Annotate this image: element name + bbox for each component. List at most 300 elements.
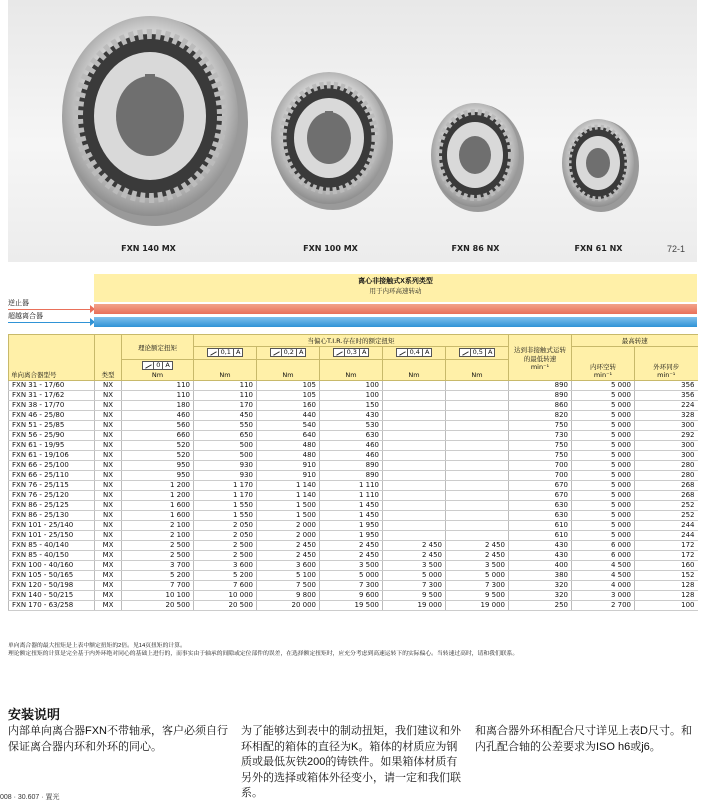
cell-value: 1 110: [320, 481, 383, 491]
cell-value: 910: [257, 461, 320, 471]
cell-value: 910: [257, 471, 320, 481]
cell-value: 440: [257, 411, 320, 421]
cell-value: 750: [509, 451, 572, 461]
cell-value: 1 550: [194, 511, 257, 521]
table-row: [9, 381, 698, 391]
cell-value: 2 500: [122, 551, 194, 561]
tir-arrow-icon: [208, 349, 219, 356]
cell-value: 160: [257, 401, 320, 411]
cell-value: 170: [194, 401, 257, 411]
cell-value: 1 450: [320, 501, 383, 511]
cell-value: 1 200: [122, 491, 194, 501]
cell-value: 520: [122, 451, 194, 461]
cell-value: 530: [320, 421, 383, 431]
cell-value: 300: [635, 421, 698, 431]
cell-value: 268: [635, 491, 698, 501]
cell-type: MX: [95, 561, 122, 571]
cell-value: 5 000: [572, 431, 635, 441]
cell-value: [446, 501, 509, 511]
cell-type: MX: [95, 591, 122, 601]
cell-type: MX: [95, 551, 122, 561]
cell-value: 5 000: [572, 521, 635, 531]
cell-value: 292: [635, 431, 698, 441]
cell-value: 430: [320, 411, 383, 421]
cell-model: FXN 86 - 25/130: [9, 511, 95, 521]
cell-value: [383, 381, 446, 391]
cell-value: 250: [509, 601, 572, 611]
tir-arrow-icon: [397, 349, 408, 356]
cell-value: 670: [509, 481, 572, 491]
cell-value: 5 000: [572, 471, 635, 481]
cell-value: 500: [194, 451, 257, 461]
table-row: [9, 541, 698, 551]
cell-value: 2 450: [383, 541, 446, 551]
cell-value: 328: [635, 411, 698, 421]
cell-value: [383, 471, 446, 481]
table-row: [9, 581, 698, 591]
cell-value: 300: [635, 441, 698, 451]
cell-value: [383, 431, 446, 441]
cell-value: 610: [509, 531, 572, 541]
cell-value: 110: [194, 381, 257, 391]
outer-sync-label: 外环同步: [653, 363, 680, 371]
unit-nm: Nm: [194, 360, 257, 381]
cell-value: [383, 451, 446, 461]
tir-arrow-icon: [271, 349, 282, 356]
cell-value: 890: [509, 391, 572, 401]
cell-value: 560: [122, 421, 194, 431]
cell-type: NX: [95, 491, 122, 501]
cell-type: NX: [95, 501, 122, 511]
cell-value: 640: [257, 431, 320, 441]
cell-value: 5 000: [572, 401, 635, 411]
cell-value: 1 550: [194, 501, 257, 511]
cell-value: 160: [635, 561, 698, 571]
cell-value: 5 000: [572, 511, 635, 521]
cell-value: 5 000: [572, 461, 635, 471]
cell-value: 2 000: [257, 521, 320, 531]
cell-value: 6 000: [572, 551, 635, 561]
cell-value: [383, 461, 446, 471]
cell-type: NX: [95, 391, 122, 401]
backstop-label: 逆止器: [8, 300, 29, 307]
section-title: 安装说明: [8, 707, 61, 722]
cell-value: 2 050: [194, 531, 257, 541]
tir-arrow-icon: [143, 362, 154, 369]
cell-value: 5 000: [572, 381, 635, 391]
cell-value: 3 500: [320, 561, 383, 571]
footnote-2: 理论额定扭矩的计算是完全基于内外环绝对同心的基础上进行的，而事实由于轴承的间隙或定位部件的误差，在选择额定扭矩时，应充分考虑到高速运转下的实际偏心。当转速过高时，请和我们联系。: [8, 651, 519, 657]
cell-value: [446, 511, 509, 521]
cell-value: 430: [509, 551, 572, 561]
table-row: [9, 491, 698, 501]
cell-value: [383, 521, 446, 531]
cell-value: [446, 381, 509, 391]
cell-value: 2 450: [320, 551, 383, 561]
cell-value: 4 000: [572, 581, 635, 591]
cell-value: 9 500: [383, 591, 446, 601]
cell-value: [446, 391, 509, 401]
cell-value: 660: [122, 431, 194, 441]
cell-value: 5 000: [572, 481, 635, 491]
cell-value: 20 500: [122, 601, 194, 611]
cell-value: 152: [635, 571, 698, 581]
cell-type: MX: [95, 541, 122, 551]
cell-value: 128: [635, 581, 698, 591]
figure-number: 72-1: [666, 244, 685, 254]
col-type: 类型: [95, 335, 122, 381]
cell-model: FXN 86 - 25/125: [9, 501, 95, 511]
bearing-image-fxn61: [556, 110, 641, 254]
cell-value: 930: [194, 461, 257, 471]
cell-model: FXN 56 - 25/90: [9, 431, 95, 441]
cell-model: FXN 101 - 25/140: [9, 521, 95, 531]
cell-value: 3 500: [446, 561, 509, 571]
cell-model: FXN 66 - 25/110: [9, 471, 95, 481]
cell-value: 890: [320, 471, 383, 481]
tir-0-1: 0,1 A: [194, 347, 257, 360]
cell-model: FXN 76 - 25/115: [9, 481, 95, 491]
cell-value: [446, 471, 509, 481]
cell-value: 7 500: [257, 581, 320, 591]
table-row: [9, 571, 698, 581]
cell-value: 10 000: [194, 591, 257, 601]
cell-value: [383, 491, 446, 501]
cell-value: 460: [320, 441, 383, 451]
cell-value: 5 000: [572, 491, 635, 501]
product-label: FXN 86 NX: [451, 244, 500, 253]
backstop-line: [8, 309, 94, 310]
cell-value: 5 000: [383, 571, 446, 581]
cell-value: 1 200: [122, 481, 194, 491]
cell-value: 5 000: [320, 571, 383, 581]
cell-value: 252: [635, 511, 698, 521]
cell-value: 630: [509, 501, 572, 511]
cell-type: NX: [95, 401, 122, 411]
cell-value: 750: [509, 441, 572, 451]
cell-value: 128: [635, 591, 698, 601]
cell-value: 950: [122, 471, 194, 481]
cell-value: [383, 481, 446, 491]
cell-value: 1 170: [194, 491, 257, 501]
tir-0-4: 0,4 A: [383, 347, 446, 360]
col-inner-free: [572, 347, 635, 381]
cell-value: 320: [509, 581, 572, 591]
cell-value: 5 200: [122, 571, 194, 581]
cell-value: 356: [635, 381, 698, 391]
cell-value: 6 000: [572, 541, 635, 551]
cell-value: 3 600: [194, 561, 257, 571]
cell-value: 320: [509, 591, 572, 601]
cell-value: 2 450: [320, 541, 383, 551]
table-row: [9, 441, 698, 451]
cell-value: 5 000: [572, 391, 635, 401]
type-band: [8, 274, 697, 330]
table-row: [9, 561, 698, 571]
cell-value: [446, 481, 509, 491]
cell-value: 5 000: [572, 411, 635, 421]
cell-model: FXN 120 - 50/198: [9, 581, 95, 591]
cell-value: [446, 411, 509, 421]
cell-value: 268: [635, 481, 698, 491]
cell-type: NX: [95, 381, 122, 391]
header-row-1: [9, 335, 698, 347]
cell-value: 540: [257, 421, 320, 431]
install-col-3: 和离合器外环相配合尺寸详见上表D尺寸。和内孔配合轴的公差要求为ISO h6或j6。: [475, 725, 692, 753]
cell-type: NX: [95, 511, 122, 521]
cell-value: [446, 441, 509, 451]
cell-value: 280: [635, 461, 698, 471]
cell-value: 110: [194, 391, 257, 401]
cell-value: 890: [320, 461, 383, 471]
cell-value: [383, 391, 446, 401]
cell-value: 110: [122, 391, 194, 401]
cell-value: 930: [194, 471, 257, 481]
cell-value: 670: [509, 491, 572, 501]
col-min-speed: [509, 335, 572, 381]
table-row: [9, 411, 698, 421]
cell-value: 252: [635, 501, 698, 511]
table-row: [9, 461, 698, 471]
cell-value: 172: [635, 551, 698, 561]
cell-value: 3 600: [257, 561, 320, 571]
cell-type: NX: [95, 521, 122, 531]
cell-value: 9 600: [320, 591, 383, 601]
tir-arrow-icon: [334, 349, 345, 356]
cell-value: 750: [509, 421, 572, 431]
cell-type: NX: [95, 431, 122, 441]
cell-value: 20 500: [194, 601, 257, 611]
cell-value: 1 950: [320, 531, 383, 541]
cell-value: 860: [509, 401, 572, 411]
cell-value: 3 000: [572, 591, 635, 601]
cell-value: 150: [320, 401, 383, 411]
product-photo: [8, 0, 697, 262]
cell-value: 1 450: [320, 511, 383, 521]
table-row: [9, 391, 698, 401]
cell-value: [383, 501, 446, 511]
cell-value: 2 100: [122, 521, 194, 531]
cell-model: FXN 170 - 63/258: [9, 601, 95, 611]
table-row: [9, 401, 698, 411]
unit: min⁻¹: [530, 362, 550, 371]
cell-model: FXN 100 - 40/160: [9, 561, 95, 571]
cell-model: FXN 61 - 19/95: [9, 441, 95, 451]
col-rated-torque: 理论额定扭矩: [122, 335, 194, 360]
col-tir-group: 当偏心T.I.R.存在时的额定扭矩: [194, 335, 509, 347]
cell-model: FXN 61 - 19/106: [9, 451, 95, 461]
cell-value: 10 100: [122, 591, 194, 601]
tir-0-5: 0,5 A: [446, 347, 509, 360]
table-row: [9, 421, 698, 431]
cell-value: 3 500: [383, 561, 446, 571]
cell-value: 480: [257, 441, 320, 451]
cell-value: 820: [509, 411, 572, 421]
cell-model: FXN 85 - 40/140: [9, 541, 95, 551]
cell-model: FXN 38 - 17/70: [9, 401, 95, 411]
spec-table: [8, 334, 698, 611]
cell-value: 300: [635, 451, 698, 461]
table-row: [9, 551, 698, 561]
cell-value: 950: [122, 461, 194, 471]
cell-value: 110: [122, 381, 194, 391]
cell-value: 280: [635, 471, 698, 481]
table-row: [9, 451, 698, 461]
cell-value: [383, 411, 446, 421]
cell-value: 100: [635, 601, 698, 611]
footnote-1: 单向离合器的最大扭矩是上表中额定扭矩的2倍。见14页扭矩的计算。: [8, 643, 186, 649]
cell-value: 9 800: [257, 591, 320, 601]
table-row: [9, 601, 698, 611]
cell-model: FXN 31 - 17/60: [9, 381, 95, 391]
cell-model: FXN 51 - 25/85: [9, 421, 95, 431]
cell-value: 450: [194, 411, 257, 421]
cell-type: NX: [95, 411, 122, 421]
cell-value: 700: [509, 471, 572, 481]
cell-value: [446, 421, 509, 431]
cell-type: NX: [95, 481, 122, 491]
cell-type: NX: [95, 471, 122, 481]
cell-value: 2 450: [446, 541, 509, 551]
overrunning-label: 超越离合器: [8, 313, 43, 320]
cell-value: 2 050: [194, 521, 257, 531]
cell-value: [446, 431, 509, 441]
cell-value: 2 500: [122, 541, 194, 551]
col-max-speed-group: 最高转速: [572, 335, 698, 347]
cell-model: FXN 105 - 50/165: [9, 571, 95, 581]
cell-value: 100: [320, 381, 383, 391]
install-col-1: 内部单向离合器FXN不带轴承，客户必须自行保证离合器内环和外环的同心。: [8, 725, 228, 753]
cell-value: 105: [257, 381, 320, 391]
cell-type: NX: [95, 421, 122, 431]
cell-value: 1 600: [122, 501, 194, 511]
cell-model: FXN 85 - 40/150: [9, 551, 95, 561]
backstop-bar: [94, 304, 697, 314]
page-footer: 008 · 30.607 · 置光: [0, 794, 60, 800]
cell-value: 7 300: [446, 581, 509, 591]
cell-value: 5 000: [572, 421, 635, 431]
cell-value: 1 140: [257, 491, 320, 501]
table-row: [9, 521, 698, 531]
table-row: [9, 501, 698, 511]
cell-value: 2 700: [572, 601, 635, 611]
cell-value: 356: [635, 391, 698, 401]
cell-value: 630: [509, 511, 572, 521]
cell-value: 244: [635, 521, 698, 531]
cell-value: 5 200: [194, 571, 257, 581]
table-row: [9, 531, 698, 541]
cell-value: 1 500: [257, 511, 320, 521]
cell-value: 1 500: [257, 501, 320, 511]
cell-model: FXN 66 - 25/100: [9, 461, 95, 471]
tir-arrow-icon: [460, 349, 471, 356]
cell-value: 500: [194, 441, 257, 451]
cell-value: 380: [509, 571, 572, 581]
cell-value: 2 450: [257, 551, 320, 561]
cell-value: 430: [509, 541, 572, 551]
cell-value: 2 450: [446, 551, 509, 561]
cell-value: [446, 401, 509, 411]
unit-nm: Nm: [383, 360, 446, 381]
table-row: [9, 431, 698, 441]
tir-0-2: 0,2 A: [257, 347, 320, 360]
cell-value: 550: [194, 421, 257, 431]
unit: min⁻¹: [593, 371, 613, 379]
cell-value: 400: [509, 561, 572, 571]
cell-value: 1 140: [257, 481, 320, 491]
cell-value: 5 000: [446, 571, 509, 581]
bearing-image-fxn86: [423, 92, 528, 254]
cell-model: FXN 140 - 50/215: [9, 591, 95, 601]
bearing-image-fxn100: [263, 60, 398, 254]
cell-value: 172: [635, 541, 698, 551]
cell-value: 2 000: [257, 531, 320, 541]
table-row: [9, 481, 698, 491]
product-label: FXN 140 MX: [121, 244, 176, 253]
cell-value: 180: [122, 401, 194, 411]
cell-value: 890: [509, 381, 572, 391]
cell-value: [383, 421, 446, 431]
unit: min⁻¹: [657, 371, 676, 379]
cell-value: 19 000: [383, 601, 446, 611]
cell-value: 7 600: [194, 581, 257, 591]
cell-model: FXN 76 - 25/120: [9, 491, 95, 501]
cell-value: 460: [320, 451, 383, 461]
cell-value: 630: [320, 431, 383, 441]
cell-model: FXN 101 - 25/150: [9, 531, 95, 541]
cell-value: 19 500: [320, 601, 383, 611]
cell-value: [446, 451, 509, 461]
cell-type: NX: [95, 531, 122, 541]
band-title: 离心非接触式X系列类型: [358, 278, 433, 285]
cell-type: NX: [95, 461, 122, 471]
cell-value: 20 000: [257, 601, 320, 611]
cell-value: 5 000: [572, 441, 635, 451]
cell-value: 9 500: [446, 591, 509, 601]
product-label: FXN 100 MX: [303, 244, 358, 253]
cell-value: 610: [509, 521, 572, 531]
col-outer-sync: [635, 347, 698, 381]
tir-0: 0 A Nm: [122, 360, 194, 381]
table-row: [9, 591, 698, 601]
table-body: [9, 381, 698, 611]
install-col-2: 为了能够达到表中的制动扭矩，我们建议和外环相配的箱体的直径为K。箱体的材质应为钢质或最低灰铁200的铸铁件。如果箱体材质有另外的选择或箱体外径变小，请一定和我们联系。: [241, 725, 461, 799]
cell-value: 4 500: [572, 571, 635, 581]
cell-type: NX: [95, 451, 122, 461]
cell-value: 5 000: [572, 451, 635, 461]
cell-value: 3 700: [122, 561, 194, 571]
cell-value: [446, 531, 509, 541]
table-row: [9, 471, 698, 481]
cell-value: 5 000: [572, 501, 635, 511]
cell-type: MX: [95, 571, 122, 581]
cell-type: MX: [95, 601, 122, 611]
cell-value: 520: [122, 441, 194, 451]
cell-value: 650: [194, 431, 257, 441]
cell-value: [446, 461, 509, 471]
cell-value: 5 000: [572, 531, 635, 541]
cell-value: 224: [635, 401, 698, 411]
cell-model: FXN 46 - 25/80: [9, 411, 95, 421]
overrunning-line: [8, 322, 94, 323]
cell-value: 1 600: [122, 511, 194, 521]
cell-value: 7 300: [383, 581, 446, 591]
cell-value: 2 450: [383, 551, 446, 561]
tir-0-3: 0,3 A: [320, 347, 383, 360]
cell-value: [383, 441, 446, 451]
unit-nm: Nm: [320, 360, 383, 381]
bearing-image-fxn140: [46, 4, 251, 254]
